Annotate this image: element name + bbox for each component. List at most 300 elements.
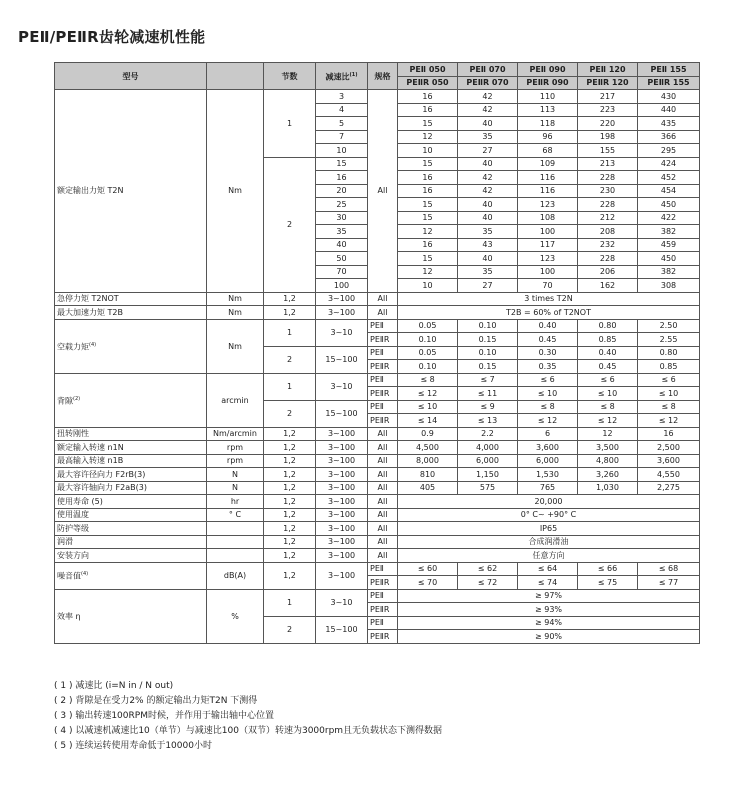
spec-cell: PEⅡ: [368, 589, 398, 603]
table-row: [55, 481, 700, 495]
spec-cell: PEⅡR: [368, 360, 398, 374]
merged-ratio: 3~100: [316, 508, 368, 522]
merged-stages: 1,2: [264, 522, 316, 536]
misc-unit: N: [207, 468, 264, 482]
value-cell: 10: [398, 279, 458, 293]
value-cell: ≤ 70: [398, 576, 458, 590]
emergency-label: 急停力矩 T2NOT: [55, 292, 207, 306]
merged-label: 使用寿命 (5): [55, 495, 207, 509]
header-ratio-note: (1): [349, 71, 358, 78]
table-row: [55, 373, 700, 387]
value-cell: 0.05: [398, 319, 458, 333]
emergency-unit: Nm: [207, 292, 264, 306]
value-cell: ≤ 8: [638, 400, 700, 414]
spec-cell: PEⅡ: [368, 346, 398, 360]
noload-label: [55, 319, 207, 373]
merged-value: 合成润滑油: [398, 535, 700, 549]
value-cell: 6,000: [518, 454, 578, 468]
value-cell: 430: [638, 90, 700, 104]
value-cell: 110: [518, 90, 578, 104]
value-cell: 68: [518, 144, 578, 158]
value-cell: 0.05: [398, 346, 458, 360]
value-cell: 118: [518, 117, 578, 131]
merged-unit: [207, 522, 264, 536]
misc-stages: 1,2: [264, 481, 316, 495]
value-cell: 3,500: [578, 441, 638, 455]
header-size-r: PEⅡR 155: [638, 76, 700, 90]
value-cell: 0.10: [398, 360, 458, 374]
value-cell: 459: [638, 238, 700, 252]
value-cell: ≤ 68: [638, 562, 700, 576]
value-cell: 4,800: [578, 454, 638, 468]
noload-stage: 2: [264, 346, 316, 373]
value-cell: ≤ 10: [398, 400, 458, 414]
accel-label: 最大加速力矩 T2B: [55, 306, 207, 320]
value-cell: ≤ 72: [458, 576, 518, 590]
value-cell: 123: [518, 198, 578, 212]
merged-stages: 1,2: [264, 535, 316, 549]
header-size-r: PEⅡR 120: [578, 76, 638, 90]
merged-unit: [207, 549, 264, 563]
spec-cell: PEⅡ: [368, 616, 398, 630]
value-cell: 15: [398, 157, 458, 171]
value-cell: 42: [458, 184, 518, 198]
ratio-cell: 35: [316, 225, 368, 239]
ratio-cell: 50: [316, 252, 368, 266]
accel-value: T2B = 60% of T2NOT: [398, 306, 700, 320]
spec-cell: PEⅡ: [368, 400, 398, 414]
misc-stages: 1,2: [264, 441, 316, 455]
merged-stages: 1,2: [264, 495, 316, 509]
misc-unit: N: [207, 481, 264, 495]
noise-stages: 1,2: [264, 562, 316, 589]
value-cell: 405: [398, 481, 458, 495]
table-row: [55, 63, 700, 77]
value-cell: 40: [458, 198, 518, 212]
value-cell: 3,260: [578, 468, 638, 482]
header-stages: 节数: [264, 63, 316, 90]
ratio-cell: 40: [316, 238, 368, 252]
value-cell: 435: [638, 117, 700, 131]
efficiency-label: 效率 η: [55, 589, 207, 643]
table-row: [55, 495, 700, 509]
backlash-unit: arcmin: [207, 373, 264, 427]
merged-unit: ° C: [207, 508, 264, 522]
value-cell: 70: [518, 279, 578, 293]
value-cell: 162: [578, 279, 638, 293]
merged-value: 20,000: [398, 495, 700, 509]
value-cell: 42: [458, 171, 518, 185]
value-cell: 450: [638, 198, 700, 212]
value-cell: 0.45: [518, 333, 578, 347]
value-cell: 2,500: [638, 441, 700, 455]
value-cell: 2,275: [638, 481, 700, 495]
merged-ratio: 3~100: [316, 535, 368, 549]
value-cell: 765: [518, 481, 578, 495]
value-cell: 155: [578, 144, 638, 158]
value-cell: 35: [458, 225, 518, 239]
value-cell: 8,000: [398, 454, 458, 468]
value-cell: ≤ 11: [458, 387, 518, 401]
ratio-cell: 16: [316, 171, 368, 185]
value-cell: 206: [578, 265, 638, 279]
value-cell: 12: [578, 427, 638, 441]
value-cell: 440: [638, 103, 700, 117]
footnote: ( 3 ) 输出转速100RPM时候，并作用于输出轴中心位置: [54, 711, 274, 721]
value-cell: 0.40: [518, 319, 578, 333]
value-cell: 382: [638, 265, 700, 279]
misc-ratio: 3~100: [316, 481, 368, 495]
value-cell: 40: [458, 252, 518, 266]
header-spec: 规格: [368, 63, 398, 90]
value-cell: 6: [518, 427, 578, 441]
ratio-cell: 5: [316, 117, 368, 131]
backlash-ratio: 3~10: [316, 373, 368, 400]
table-row: [55, 468, 700, 482]
backlash-label: [55, 373, 207, 427]
value-cell: 810: [398, 468, 458, 482]
noise-label: [55, 562, 207, 589]
spec-cell: PEⅡR: [368, 630, 398, 644]
merged-ratio: 3~100: [316, 495, 368, 509]
table-row: [55, 562, 700, 576]
value-cell: ≤ 6: [638, 373, 700, 387]
value-cell: 4,000: [458, 441, 518, 455]
value-cell: 113: [518, 103, 578, 117]
merged-value: 0° C~ +90° C: [398, 508, 700, 522]
merged-value: IP65: [398, 522, 700, 536]
merged-ratio: 3~100: [316, 549, 368, 563]
ratio-cell: 7: [316, 130, 368, 144]
value-cell: 4,550: [638, 468, 700, 482]
value-cell: ≤ 62: [458, 562, 518, 576]
value-cell: ≤ 12: [518, 414, 578, 428]
misc-ratio: 3~100: [316, 468, 368, 482]
value-cell: 575: [458, 481, 518, 495]
table-row: [55, 454, 700, 468]
ratio-cell: 4: [316, 103, 368, 117]
value-cell: 116: [518, 184, 578, 198]
misc-ratio: 3~100: [316, 454, 368, 468]
page-title: PEⅡ/PEⅡR齿轮减速机性能: [18, 28, 206, 46]
value-cell: 15: [398, 117, 458, 131]
value-cell: 4,500: [398, 441, 458, 455]
header-ratio-label: 减速比: [325, 72, 350, 82]
ratio-cell: 15: [316, 157, 368, 171]
value-cell: 40: [458, 211, 518, 225]
value-cell: 116: [518, 171, 578, 185]
misc-label: 扭转刚性: [55, 427, 207, 441]
noload-note: (4): [89, 341, 97, 348]
merged-spec: All: [368, 495, 398, 509]
efficiency-ratio: 15~100: [316, 616, 368, 643]
ratio-cell: 70: [316, 265, 368, 279]
value-cell: 27: [458, 144, 518, 158]
value-cell: 366: [638, 130, 700, 144]
value-cell: 0.30: [518, 346, 578, 360]
efficiency-stage: 2: [264, 616, 316, 643]
merged-spec: All: [368, 508, 398, 522]
torque-label: 额定输出力矩 T2N: [55, 90, 207, 293]
value-cell: 27: [458, 279, 518, 293]
accel-unit: Nm: [207, 306, 264, 320]
value-cell: 454: [638, 184, 700, 198]
torque-spec: All: [368, 90, 398, 293]
value-cell: ≤ 7: [458, 373, 518, 387]
value-cell: 0.35: [518, 360, 578, 374]
merged-spec: All: [368, 535, 398, 549]
backlash-label-text: 背隙: [57, 396, 73, 406]
merged-spec: All: [368, 522, 398, 536]
noload-ratio: 3~10: [316, 319, 368, 346]
value-cell: 0.80: [638, 346, 700, 360]
misc-stages: 1,2: [264, 427, 316, 441]
value-cell: ≤ 10: [518, 387, 578, 401]
ratio-cell: 30: [316, 211, 368, 225]
spec-cell: PEⅡR: [368, 333, 398, 347]
emergency-stages: 1,2: [264, 292, 316, 306]
value-cell: 308: [638, 279, 700, 293]
value-cell: ≤ 60: [398, 562, 458, 576]
value-cell: 16: [398, 171, 458, 185]
value-cell: 0.10: [458, 346, 518, 360]
value-cell: 1,150: [458, 468, 518, 482]
merged-ratio: 3~100: [316, 522, 368, 536]
misc-label: 最高输入转速 n1B: [55, 454, 207, 468]
value-cell: 208: [578, 225, 638, 239]
header-size: PEⅡ 090: [518, 63, 578, 77]
header-size: PEⅡ 155: [638, 63, 700, 77]
footnote: ( 1 ) 减速比 (i=N in / N out): [54, 681, 174, 691]
footnotes: [54, 679, 442, 754]
header-ratio: [316, 63, 368, 90]
ratio-cell: 20: [316, 184, 368, 198]
merged-value: 任意方向: [398, 549, 700, 563]
value-cell: 212: [578, 211, 638, 225]
ratio-cell: 100: [316, 279, 368, 293]
table-row: [55, 549, 700, 563]
efficiency-ratio: 3~10: [316, 589, 368, 616]
value-cell: 108: [518, 211, 578, 225]
value-cell: 15: [398, 211, 458, 225]
value-cell: ≤ 6: [518, 373, 578, 387]
value-cell: 217: [578, 90, 638, 104]
value-cell: ≤ 8: [398, 373, 458, 387]
value-cell: 1,530: [518, 468, 578, 482]
header-size: PEⅡ 050: [398, 63, 458, 77]
value-cell: 232: [578, 238, 638, 252]
efficiency-unit: %: [207, 589, 264, 643]
value-cell: ≤ 8: [578, 400, 638, 414]
value-cell: ≤ 66: [578, 562, 638, 576]
merged-spec: All: [368, 549, 398, 563]
misc-label: 额定输入转速 n1N: [55, 441, 207, 455]
spec-cell: PEⅡ: [368, 373, 398, 387]
value-cell: 382: [638, 225, 700, 239]
table-row: [55, 508, 700, 522]
table-row: [55, 319, 700, 333]
efficiency-value: ≥ 94%: [398, 616, 700, 630]
misc-ratio: 3~100: [316, 427, 368, 441]
misc-spec: All: [368, 454, 398, 468]
backlash-ratio: 15~100: [316, 400, 368, 427]
footnote: ( 4 ) 以减速机减速比10（单节）与减速比100（双节）转速为3000rpm且无负载状态下测得数据: [54, 726, 443, 736]
merged-unit: hr: [207, 495, 264, 509]
value-cell: 12: [398, 130, 458, 144]
value-cell: 228: [578, 252, 638, 266]
value-cell: ≤ 74: [518, 576, 578, 590]
value-cell: 0.9: [398, 427, 458, 441]
merged-label: 使用温度: [55, 508, 207, 522]
header-size: PEⅡ 120: [578, 63, 638, 77]
value-cell: 16: [398, 103, 458, 117]
merged-stages: 1,2: [264, 508, 316, 522]
spec-cell: PEⅡR: [368, 603, 398, 617]
merged-stages: 1,2: [264, 549, 316, 563]
table-row: [55, 535, 700, 549]
value-cell: 15: [398, 198, 458, 212]
emergency-spec: All: [368, 292, 398, 306]
value-cell: 16: [638, 427, 700, 441]
spec-cell: PEⅡ: [368, 319, 398, 333]
efficiency-value: ≥ 93%: [398, 603, 700, 617]
value-cell: 0.45: [578, 360, 638, 374]
merged-label: 润滑: [55, 535, 207, 549]
spec-cell: PEⅡ: [368, 562, 398, 576]
header-blank: [207, 63, 264, 90]
value-cell: 450: [638, 252, 700, 266]
value-cell: 0.10: [458, 319, 518, 333]
noise-label-text: 噪音值: [57, 571, 81, 581]
noload-stage: 1: [264, 319, 316, 346]
value-cell: 0.10: [398, 333, 458, 347]
value-cell: 42: [458, 103, 518, 117]
header-size: PEⅡ 070: [458, 63, 518, 77]
backlash-note: (2): [73, 395, 81, 402]
value-cell: 228: [578, 171, 638, 185]
table-row: [55, 441, 700, 455]
noload-ratio: 15~100: [316, 346, 368, 373]
value-cell: 35: [458, 265, 518, 279]
efficiency-stage: 1: [264, 589, 316, 616]
value-cell: 15: [398, 252, 458, 266]
value-cell: ≤ 6: [578, 373, 638, 387]
table-row: [55, 427, 700, 441]
footnote: ( 2 ) 背隙是在受力2% 的额定输出力矩T2N 下测得: [54, 696, 258, 706]
emergency-ratio: 3~100: [316, 292, 368, 306]
footnote: ( 5 ) 连续运转使用寿命低于10000小时: [54, 741, 212, 751]
emergency-value: 3 times T2N: [398, 292, 700, 306]
value-cell: 109: [518, 157, 578, 171]
value-cell: ≤ 9: [458, 400, 518, 414]
spec-cell: PEⅡR: [368, 387, 398, 401]
accel-spec: All: [368, 306, 398, 320]
value-cell: 228: [578, 198, 638, 212]
value-cell: 424: [638, 157, 700, 171]
table-row: [55, 90, 700, 104]
misc-spec: All: [368, 441, 398, 455]
efficiency-value: ≥ 97%: [398, 589, 700, 603]
value-cell: ≤ 13: [458, 414, 518, 428]
value-cell: 3,600: [518, 441, 578, 455]
value-cell: 2.55: [638, 333, 700, 347]
misc-spec: All: [368, 481, 398, 495]
value-cell: ≤ 75: [578, 576, 638, 590]
merged-label: 防护等级: [55, 522, 207, 536]
value-cell: 12: [398, 225, 458, 239]
misc-unit: rpm: [207, 454, 264, 468]
backlash-stage: 1: [264, 373, 316, 400]
value-cell: 0.15: [458, 333, 518, 347]
value-cell: 223: [578, 103, 638, 117]
misc-spec: All: [368, 427, 398, 441]
merged-unit: [207, 535, 264, 549]
torque-stage: 1: [264, 90, 316, 158]
noise-unit: dB(A): [207, 562, 264, 589]
value-cell: 10: [398, 144, 458, 158]
spec-cell: PEⅡR: [368, 576, 398, 590]
value-cell: 295: [638, 144, 700, 158]
table-row: [55, 292, 700, 306]
header-model: 型号: [55, 63, 207, 90]
table-row: [55, 589, 700, 603]
value-cell: 40: [458, 157, 518, 171]
noise-note: (4): [81, 571, 89, 578]
merged-label: 安装方向: [55, 549, 207, 563]
value-cell: 2.2: [458, 427, 518, 441]
value-cell: ≤ 8: [518, 400, 578, 414]
header-size-r: PEⅡR 050: [398, 76, 458, 90]
spec-table: [54, 62, 700, 644]
value-cell: 0.85: [638, 360, 700, 374]
value-cell: 0.80: [578, 319, 638, 333]
value-cell: ≤ 10: [578, 387, 638, 401]
value-cell: ≤ 12: [398, 387, 458, 401]
value-cell: ≤ 12: [638, 414, 700, 428]
misc-stages: 1,2: [264, 454, 316, 468]
value-cell: 40: [458, 117, 518, 131]
value-cell: 117: [518, 238, 578, 252]
value-cell: 12: [398, 265, 458, 279]
value-cell: 16: [398, 184, 458, 198]
table-row: [55, 522, 700, 536]
value-cell: 35: [458, 130, 518, 144]
ratio-cell: 3: [316, 90, 368, 104]
noload-label-text: 空载力矩: [57, 342, 89, 352]
misc-spec: All: [368, 468, 398, 482]
value-cell: 123: [518, 252, 578, 266]
table-row: [55, 306, 700, 320]
torque-stage: 2: [264, 157, 316, 292]
value-cell: 422: [638, 211, 700, 225]
value-cell: ≤ 12: [578, 414, 638, 428]
efficiency-value: ≥ 90%: [398, 630, 700, 644]
ratio-cell: 10: [316, 144, 368, 158]
spec-cell: PEⅡR: [368, 414, 398, 428]
value-cell: 1,030: [578, 481, 638, 495]
misc-ratio: 3~100: [316, 441, 368, 455]
header-size-r: PEⅡR 090: [518, 76, 578, 90]
value-cell: ≤ 14: [398, 414, 458, 428]
value-cell: 100: [518, 265, 578, 279]
misc-stages: 1,2: [264, 468, 316, 482]
value-cell: 2.50: [638, 319, 700, 333]
value-cell: 230: [578, 184, 638, 198]
misc-unit: rpm: [207, 441, 264, 455]
noise-ratio: 3~100: [316, 562, 368, 589]
misc-unit: Nm/arcmin: [207, 427, 264, 441]
misc-label: 最大容许径向力 F2rB(3): [55, 468, 207, 482]
